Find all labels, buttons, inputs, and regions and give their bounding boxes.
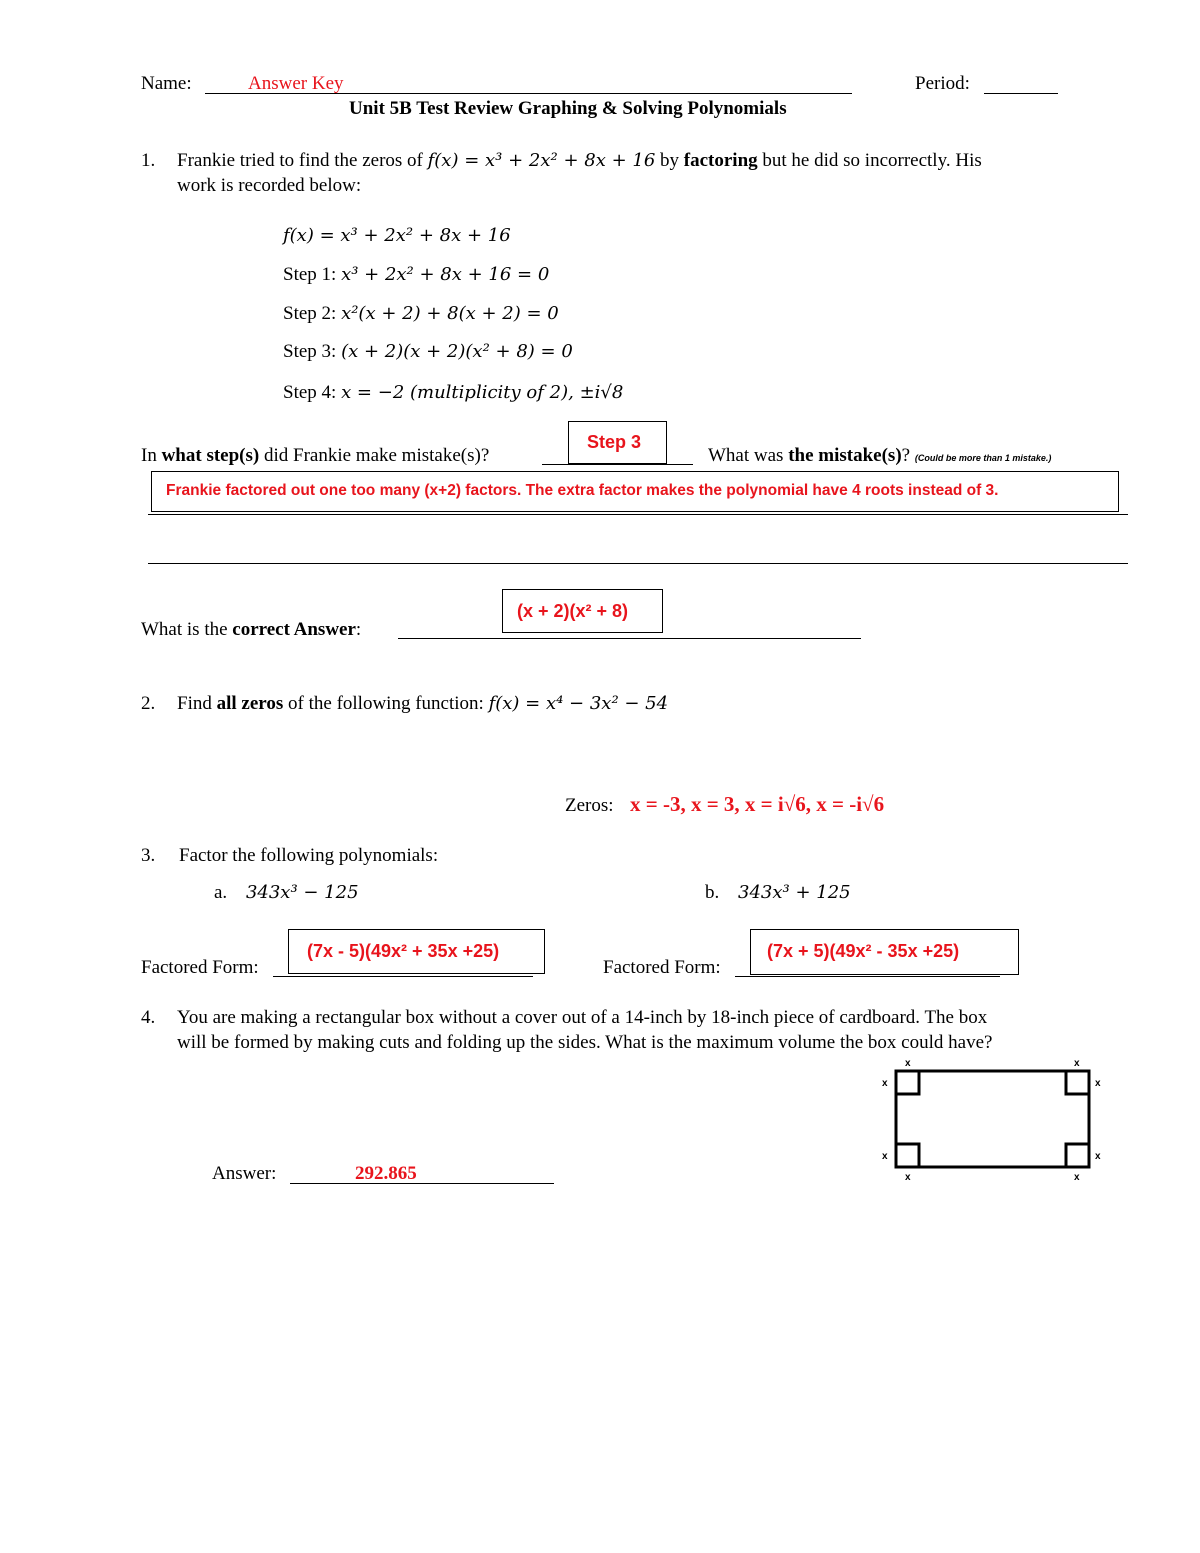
q1-intro-factoring: factoring [683,150,758,171]
q1-step-1 [283,264,549,286]
q3-b-label: b. [705,882,720,903]
q2-text-a: Find [177,693,212,714]
q1-step-4 [283,382,623,404]
step-expression: x²(x + 2) + 8(x + 2) = 0 [341,303,559,324]
cardboard-outline [896,1071,1089,1167]
q2-text-b: of the following function: [288,693,484,714]
page-title: Unit 5B Test Review Graphing & Solving Polynomials [349,98,787,119]
q4-answer-label: Answer: [212,1163,277,1184]
q1-intro-b: but he did so incorrectly. His [762,150,982,171]
x-label: x [882,1151,888,1162]
q1-correct-answer: (x + 2)(x² + 8) [517,601,629,621]
q1-intro-line2: work is recorded below: [177,175,362,196]
x-label: x [1074,1058,1080,1069]
x-label: x [905,1172,911,1183]
q1-intro-by: by [660,150,680,171]
q2-function: f(x) = x⁴ − 3x² − 54 [488,693,669,714]
q1-step-question-a: In [141,445,157,466]
x-label: x [905,1058,911,1069]
step-label: Step 1: [283,264,337,285]
q4-number: 4. [141,1007,156,1028]
q1-mistake-answer: Frankie factored out one too many (x+2) factors. The extra factor makes the polynomial have 4 roots instead of 3. [166,482,999,499]
q4-line-1: You are making a rectangular box without a cover out of a 14-inch by 18-inch piece of cardboard. The box [177,1007,988,1028]
q2-text [177,693,668,715]
q1-correct-answer-box [502,589,663,633]
q1-step-question [141,445,489,467]
x-label: x [882,1078,888,1089]
q1-correct-answer-line [398,638,861,639]
q1-intro-func: f(x) = x³ + 2x² + 8x + 16 [427,150,656,171]
q1-step-2 [283,303,559,325]
q4-answer-line [290,1183,554,1184]
q1-mistake-line-1 [148,514,1128,515]
q3-b-answer: (7x + 5)(49x² - 35x +25) [767,941,960,961]
q3-b-expression: 343x³ + 125 [738,882,851,903]
step-label: Step 2: [283,303,337,324]
q2-zeros-answer: x = -3, x = 3, x = i√6, x = -i√6 [630,792,885,816]
q3-b-answer-box [750,929,1019,975]
q1-number: 1. [141,150,156,171]
q1-mistake-answer-box [151,471,1119,512]
q1-step-3 [283,341,573,363]
corner-cut-top-right [1066,1071,1089,1094]
q1-work-function: f(x) = x³ + 2x² + 8x + 16 [283,225,511,246]
q1-intro [177,150,982,172]
q1-step-answer: Step 3 [587,432,642,452]
q1-correct-question-b: : [355,619,362,640]
name-label: Name: [141,73,192,94]
q1-step-answer-line [542,464,693,465]
q3-a-label: a. [214,882,228,903]
q3-b-factored-label: Factored Form: [603,957,721,978]
period-line [984,93,1058,94]
q2-zeros-label: Zeros: [565,795,614,816]
q1-mistake-question-a: What was [708,445,784,466]
q1-correct-question-bold: correct Answer [232,619,356,640]
period-label: Period: [915,73,970,94]
q3-a-answer-box [288,929,545,974]
x-label: x [1095,1078,1101,1089]
step-label: Step 4: [283,382,337,403]
q3-text: Factor the following polynomials: [179,845,439,866]
q3-a-expression: 343x³ − 125 [245,882,359,903]
cardboard-diagram [878,1054,1108,1184]
q1-step-answer-box [568,421,667,464]
x-label: x [1095,1151,1101,1162]
q1-step-question-bold: what step(s) [161,445,260,466]
corner-cut-bottom-right [1066,1144,1089,1167]
q2-number: 2. [141,693,156,714]
q3-b-answer-line [735,976,1000,977]
step-expression: (x + 2)(x + 2)(x² + 8) = 0 [341,341,573,362]
q3-number: 3. [141,845,156,866]
q1-mistake-note: (Could be more than 1 mistake.) [914,453,1052,463]
q1-mistake-question [708,445,1051,467]
name-value: Answer Key [248,73,344,94]
q3-part-b [705,882,851,904]
q1-correct-question-a: What is the [141,619,228,640]
step-expression: x³ + 2x² + 8x + 16 = 0 [341,264,550,285]
q3-a-factored-label: Factored Form: [141,957,259,978]
q1-step-question-b: did Frankie make mistake(s)? [263,445,490,466]
step-expression: x = −2 (multiplicity of 2), ±i√8 [341,382,624,403]
q1-correct-question [141,619,361,641]
q4-answer: 292.865 [355,1163,417,1184]
corner-cut-top-left [896,1071,919,1094]
q4-line-2: will be formed by making cuts and folding up the sides. What is the maximum volume the box could have? [177,1032,993,1053]
x-label: x [1074,1172,1080,1183]
q3-a-answer: (7x - 5)(49x² + 35x +25) [307,941,500,961]
corner-cut-bottom-left [896,1144,919,1167]
q2-text-bold: all zeros [216,693,284,714]
q1-intro-a: Frankie tried to find the zeros of [177,150,423,171]
q3-a-answer-line [273,976,533,977]
q1-mistake-line-2 [148,563,1128,564]
q1-mistake-question-bold: the mistake(s) [788,445,902,466]
step-label: Step 3: [283,341,337,362]
q3-part-a [214,882,359,904]
q1-mistake-question-b: ? [901,445,911,466]
